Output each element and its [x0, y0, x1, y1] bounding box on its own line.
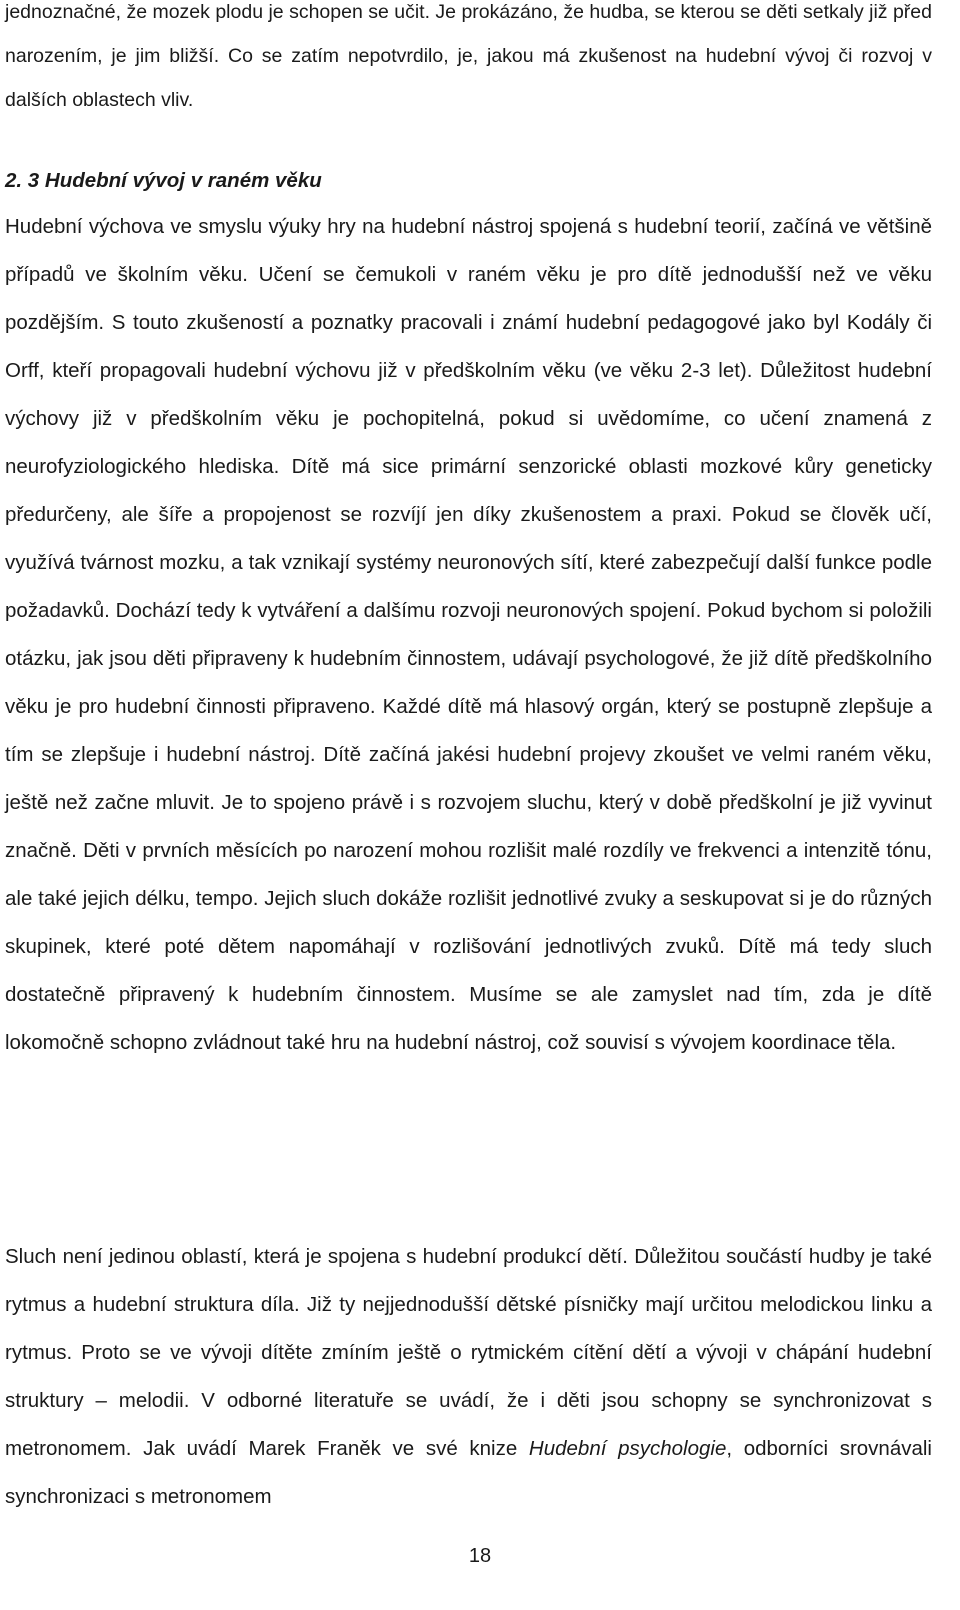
main-paragraph: Hudební výchova ve smyslu výuky hry na hudební nástroj spojená s hudební teorií, začíná ve většině případů ve školním věku. Učení se čemukoli v raném věku je pro dítě jednodušší než ve věku pozdějším. S touto zkušeností a poznatky pracovali i známí hudební pedagogové jako byl Kodály či Orff, kteří propagovali hudební výchovu již v předškolním věku (ve věku 2-3 let). Důležitost hudební výchovy již v předškolním věku je pochopitelná, pokud si uvědomíme, co učení znamená z neurofyziologického hlediska. Dítě má sice primární senzorické oblasti mozkové kůry geneticky předurčeny, ale šíře a propojenost se rozvíjí jen díky zkušenostem a praxi. Pokud se člověk učí, využívá tvárnost mozku, a tak vznikají systémy neuronových sítí, které zabezpečují další funkce podle požadavků. Dochází tedy k vytváření a dalšímu rozvoji neuronových spojení. Pokud bychom si položili otázku, jak jsou děti připraveny k hudebním činnostem, udávají psychologové, že již dítě předškolního věku je pro hudební činnosti připraveno. Každé dítě má hlasový orgán, který se postupně zlepšuje a tím se zlepšuje i hudební nástroj. Dítě začíná jakési hudební projevy zkoušet ve velmi raném věku, ještě než začne mluvit. Je to spojeno právě i s rozvojem sluchu, který v době předškolní je již vyvinut značně. Děti v prvních měsících po narození mohou rozlišit malé rozdíly ve frekvenci a intenzitě tónu, ale také jejich délku, tempo. Jejich sluch dokáže rozlišit jednotlivé zvuky a seskupovat si je do různých skupinek, které poté dětem napomáhají v rozlišování jednotlivých zvuků. Dítě má tedy sluch dostatečně připravený k hudebním činnostem. Musíme se ale zamyslet nad tím, zda je dítě lokomočně schopno zvládnout také hru na hudební nástroj, což souvisí s vývojem koordinace těla.	[5, 215, 932, 1054]
section-heading: 2. 3 Hudební vývoj v raném věku	[5, 169, 322, 192]
second-paragraph-text-start: Sluch není jedinou oblastí, která je spojena s hudební produkcí dětí. Důležitou součástí hudby je také rytmus a hudební struktura díla. Již ty nejjednodušší dětské písničky mají určitou melodickou linku a rytmus. Proto se ve vývoji dítěte zmíním ještě o rytmickém cítění dětí a vývoji v chápání hudební struktury – melodii. V odborné literatuře se uvádí, že i děti jsou schopny se synchronizovat s metronomem. Jak uvádí Marek Franěk ve své knize	[5, 1245, 932, 1460]
book-title: Hudební psychologie	[528, 1437, 727, 1460]
page-number: 18	[468, 1545, 492, 1567]
intro-paragraph: jednoznačné, že mozek plodu je schopen se učit. Je prokázáno, že hudba, se kterou se děti setkaly již před narozením, je jim bližší. Co se zatím nepotvrdilo, je, jakou má zkušenost na hudební vývoj či rozvoj v dalších oblastech vliv.	[5, 1, 932, 111]
second-paragraph	[5, 1233, 932, 1521]
second-paragraph-text-end: , odborníci srovnávali synchronizaci s metronomem	[5, 1437, 932, 1508]
